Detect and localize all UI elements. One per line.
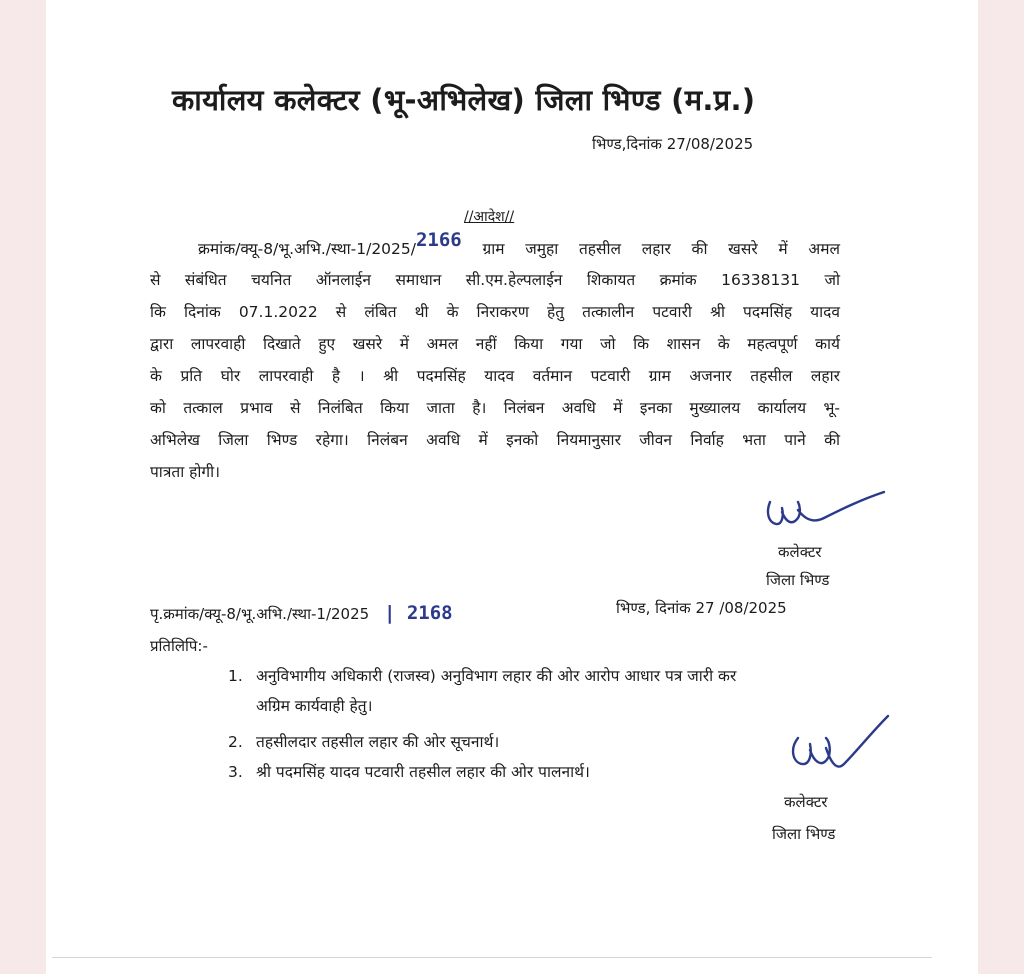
copy-item-continuation: अग्रिम कार्यवाही हेतु।: [256, 697, 373, 715]
order-body-line: पात्रता होगी।: [150, 463, 221, 481]
order-body-line: से संबंधित चयनित ऑनलाईन समाधान सी.एम.हेल्पलाईन शिकायत क्रमांक 16338131 जो: [150, 271, 840, 289]
order-body: [150, 229, 840, 488]
order-ref-handwritten: 2166: [415, 229, 462, 251]
collector-signature-1: [760, 488, 890, 540]
collector-signature-2: [784, 712, 894, 782]
endorsement-ref-printed: पृ.क्रमांक/क्यू-8/भू.अभि./स्था-1/2025: [150, 605, 370, 623]
signatory-district-1: जिला भिण्ड: [766, 571, 830, 589]
copy-item: [228, 760, 590, 782]
copy-item-text: श्री पदमसिंह यादव पटवारी तहसील लहार की ओर पालनार्थ।: [256, 763, 590, 781]
endorsement-ref-handwritten: | 2168: [383, 602, 453, 624]
order-heading: //आदेश//: [464, 209, 515, 225]
signatory-title-2: कलेक्टर: [784, 793, 828, 811]
copy-item-number: 1.: [228, 667, 243, 685]
copy-item-text: तहसीलदार तहसील लहार की ओर सूचनार्थ।: [256, 733, 500, 751]
order-body-line: को तत्काल प्रभाव से निलंबित किया जाता है। निलंबन अवधि में इनका मुख्यालय कार्यालय भू-: [150, 399, 840, 417]
office-title: कार्यालय कलेक्टर (भू-अभिलेख) जिला भिण्ड (म.प्र.): [172, 83, 756, 117]
endorsement-place-date: भिण्ड, दिनांक 27 /08/2025: [616, 599, 787, 617]
order-body-line: कि दिनांक 07.1.2022 से लंबित थी के निराकरण हेतु तत्कालीन पटवारी श्री पदमसिंह यादव: [150, 303, 840, 321]
page-edge-divider: [52, 957, 932, 958]
copies-label: प्रतिलिपि:-: [150, 637, 208, 655]
copy-item: [228, 730, 499, 752]
header-place-date: भिण्ड,दिनांक 27/08/2025: [592, 135, 754, 153]
signatory-district-2: जिला भिण्ड: [772, 825, 836, 843]
copy-item-number: 2.: [228, 733, 243, 751]
order-body-line: के प्रति घोर लापरवाही है । श्री पदमसिंह यादव वर्तमान पटवारी ग्राम अजनार तहसील लहार: [150, 367, 840, 385]
order-ref-printed: क्रमांक/क्यू-8/भू.अभि./स्था-1/2025/: [198, 240, 416, 258]
copy-item: [228, 664, 736, 686]
order-body-line: क्रमांक/क्यू-8/भू.अभि./स्था-1/2025/2166 ग्राम जमुहा तहसील लहार की खसरे में अमल: [198, 229, 840, 258]
endorsement-ref: [150, 602, 453, 624]
signatory-title-1: कलेक्टर: [778, 543, 822, 561]
order-body-line: अभिलेख जिला भिण्ड रहेगा। निलंबन अवधि में इनको नियमानुसार जीवन निर्वाह भता पाने की: [150, 431, 840, 449]
copy-item-number: 3.: [228, 763, 243, 781]
order-body-line: द्वारा लापरवाही दिखाते हुए खसरे में अमल नहीं किया गया जो कि शासन के महत्वपूर्ण कार्य: [150, 335, 840, 353]
copy-item-text: अनुविभागीय अधिकारी (राजस्व) अनुविभाग लहार की ओर आरोप आधार पत्र जारी कर: [256, 667, 737, 685]
